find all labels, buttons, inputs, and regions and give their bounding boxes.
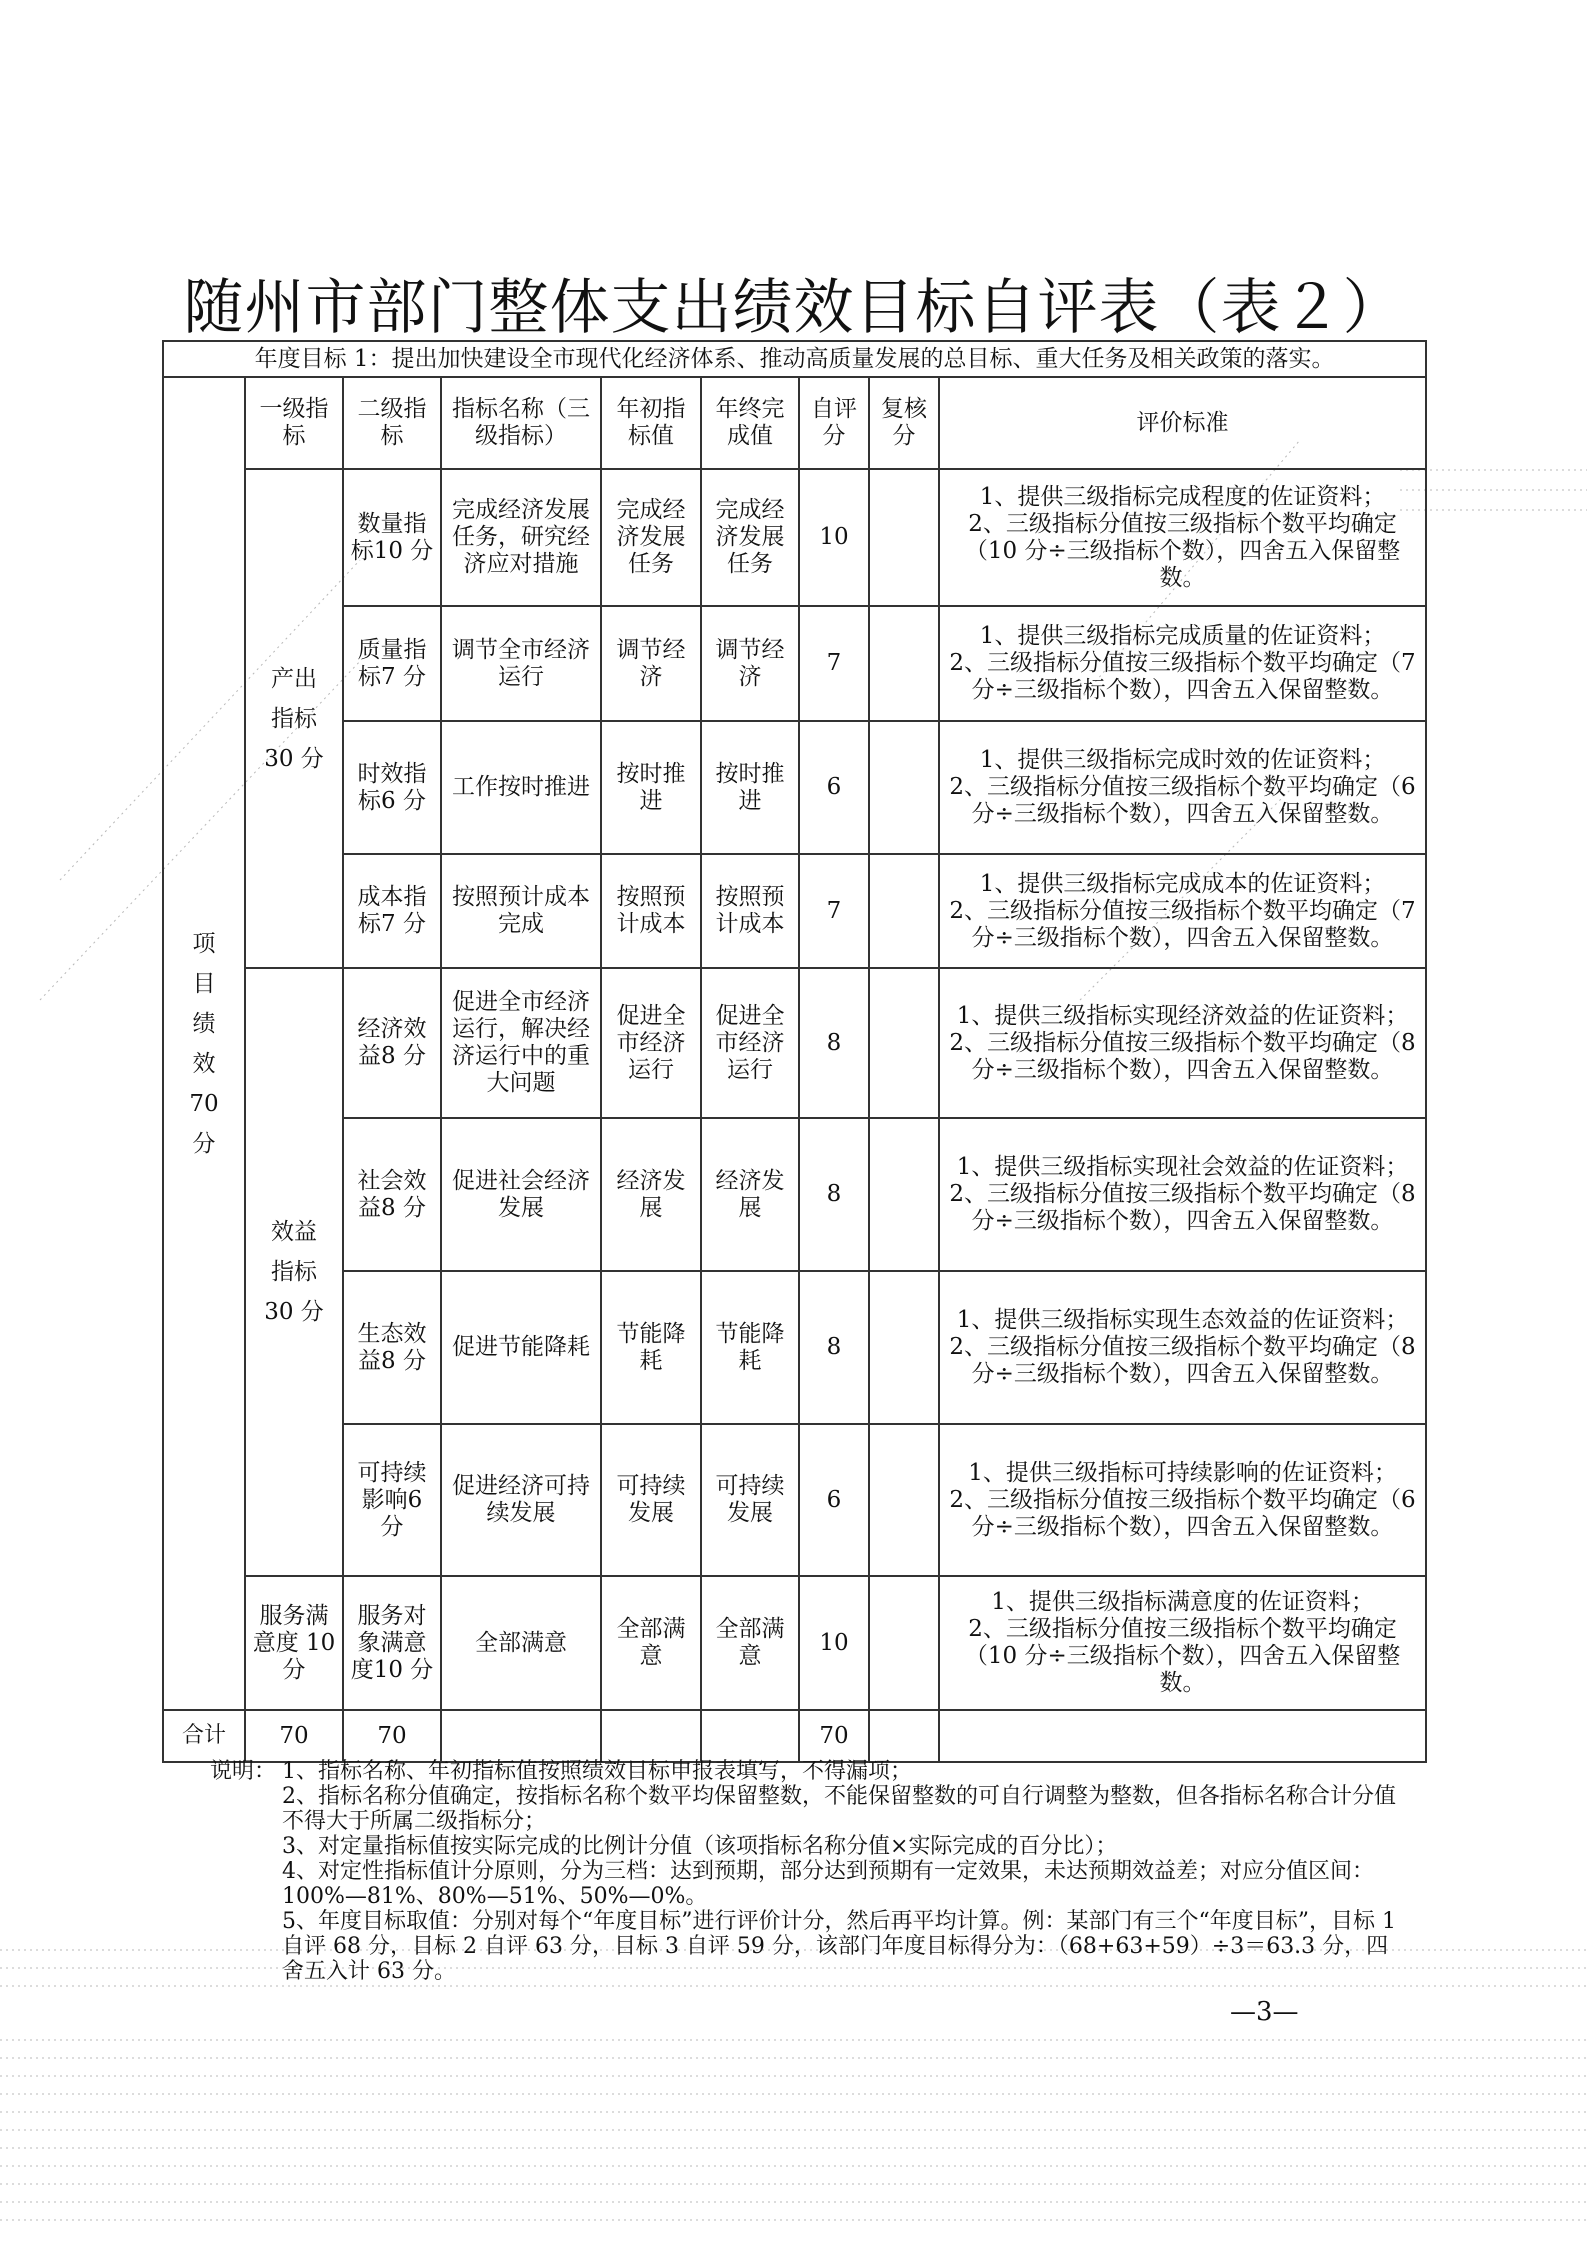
cell-level2: 社会效益8 分 bbox=[343, 1118, 441, 1271]
cell-start: 完成经济发展任务 bbox=[601, 469, 701, 606]
cell-start: 按时推进 bbox=[601, 721, 701, 854]
group-output: 产出 指标 30 分 bbox=[245, 469, 343, 968]
cell-criteria: 1、提供三级指标实现经济效益的佐证资料； 2、三级指标分值按三级指标个数平均确定（8 分÷三级指标个数），四舍五入保留整数。 bbox=[939, 968, 1426, 1118]
cell-review bbox=[869, 606, 939, 721]
cell-level2: 时效指标6 分 bbox=[343, 721, 441, 854]
notes-label: 说明： bbox=[210, 1759, 277, 1784]
cell-level2: 服务对象满意度10 分 bbox=[343, 1576, 441, 1710]
table-row bbox=[163, 1424, 1426, 1576]
cell-review bbox=[869, 469, 939, 606]
cell-level1: 服务满意度 10 分 bbox=[245, 1576, 343, 1710]
cell-review bbox=[869, 854, 939, 968]
cell-name: 按照预计成本完成 bbox=[441, 854, 601, 968]
table-row bbox=[163, 1576, 1426, 1710]
cell-review bbox=[869, 1576, 939, 1710]
cell-level2: 可持续影响6 分 bbox=[343, 1424, 441, 1576]
cell-name: 促进全市经济运行，解决经济运行中的重大问题 bbox=[441, 968, 601, 1118]
cell-criteria: 1、提供三级指标满意度的佐证资料； 2、三级指标分值按三级指标个数平均确定（10 分÷三级指标个数），四舍五入保留整数。 bbox=[939, 1576, 1426, 1710]
header-self: 自评分 bbox=[799, 377, 869, 469]
group-benefit: 效益 指标 30 分 bbox=[245, 968, 343, 1576]
cell-start: 节能降耗 bbox=[601, 1271, 701, 1424]
cell-level2: 生态效益8 分 bbox=[343, 1271, 441, 1424]
cell-score: 7 bbox=[799, 854, 869, 968]
cell-start: 按照预计成本 bbox=[601, 854, 701, 968]
cell-name: 全部满意 bbox=[441, 1576, 601, 1710]
cell-criteria: 1、提供三级指标完成质量的佐证资料； 2、三级指标分值按三级指标个数平均确定（7 分÷三级指标个数），四舍五入保留整数。 bbox=[939, 606, 1426, 721]
table-row bbox=[163, 968, 1426, 1118]
table-header-row bbox=[163, 377, 1426, 469]
total-level2: 70 bbox=[343, 1710, 441, 1762]
cell-score: 10 bbox=[799, 1576, 869, 1710]
cell-criteria: 1、提供三级指标完成时效的佐证资料； 2、三级指标分值按三级指标个数平均确定（6 分÷三级指标个数），四舍五入保留整数。 bbox=[939, 721, 1426, 854]
header-end: 年终完成值 bbox=[701, 377, 799, 469]
cell-end: 按时推进 bbox=[701, 721, 799, 854]
cell-start: 调节经济 bbox=[601, 606, 701, 721]
table-row bbox=[163, 854, 1426, 968]
note-item: 4、对定性指标值计分原则，分为三档：达到预期，部分达到预期有一定效果，未达预期效益差；对应分值区间：100%—81%、80%—51%、50%—0%。 bbox=[282, 1859, 1375, 1909]
cell-name: 工作按时推进 bbox=[441, 721, 601, 854]
notes-section bbox=[210, 1759, 1400, 1984]
total-level1: 70 bbox=[245, 1710, 343, 1762]
table-row bbox=[163, 606, 1426, 721]
cell-end: 全部满意 bbox=[701, 1576, 799, 1710]
cell-name: 完成经济发展任务，研究经济应对措施 bbox=[441, 469, 601, 606]
cell-end: 促进全市经济运行 bbox=[701, 968, 799, 1118]
header-start: 年初指标值 bbox=[601, 377, 701, 469]
table-row bbox=[163, 721, 1426, 854]
table-row bbox=[163, 1118, 1426, 1271]
cell-level2: 成本指标7 分 bbox=[343, 854, 441, 968]
cell-score: 8 bbox=[799, 968, 869, 1118]
cell-score: 7 bbox=[799, 606, 869, 721]
annual-goal: 年度目标 1：提出加快建设全市现代化经济体系、推动高质量发展的总目标、重大任务及相关政策的落实。 bbox=[163, 341, 1426, 377]
cell-review bbox=[869, 1424, 939, 1576]
cell-score: 10 bbox=[799, 469, 869, 606]
cell-end: 可持续发展 bbox=[701, 1424, 799, 1576]
cell-start: 全部满意 bbox=[601, 1576, 701, 1710]
page-title: 随州市部门整体支出绩效目标自评表（表２） bbox=[183, 273, 1404, 343]
cell-name: 促进社会经济发展 bbox=[441, 1118, 601, 1271]
cell-criteria: 1、提供三级指标完成程度的佐证资料； 2、三级指标分值按三级指标个数平均确定（10 分÷三级指标个数），四舍五入保留整数。 bbox=[939, 469, 1426, 606]
header-level2: 二级指标 bbox=[343, 377, 441, 469]
cell-end: 节能降耗 bbox=[701, 1271, 799, 1424]
cell-review bbox=[869, 968, 939, 1118]
header-criteria: 评价标准 bbox=[939, 377, 1426, 469]
cell-review bbox=[869, 1118, 939, 1271]
cell-criteria: 1、提供三级指标实现生态效益的佐证资料； 2、三级指标分值按三级指标个数平均确定（8 分÷三级指标个数），四舍五入保留整数。 bbox=[939, 1271, 1426, 1424]
cell-end: 完成经济发展任务 bbox=[701, 469, 799, 606]
header-review: 复核分 bbox=[869, 377, 939, 469]
cell-criteria: 1、提供三级指标可持续影响的佐证资料； 2、三级指标分值按三级指标个数平均确定（6 分÷三级指标个数），四舍五入保留整数。 bbox=[939, 1424, 1426, 1576]
cell-end: 经济发展 bbox=[701, 1118, 799, 1271]
cell-review bbox=[869, 1271, 939, 1424]
note-item: 2、指标名称分值确定，按指标名称个数平均保留整数，不能保留整数的可自行调整为整数，但各指标名称合计分值不得大于所属二级指标分； bbox=[282, 1784, 1397, 1834]
cell-end: 按照预计成本 bbox=[701, 854, 799, 968]
header-level1: 一级指标 bbox=[245, 377, 343, 469]
cell-review bbox=[869, 721, 939, 854]
cell-start: 可持续发展 bbox=[601, 1424, 701, 1576]
cell-score: 8 bbox=[799, 1118, 869, 1271]
cell-criteria: 1、提供三级指标完成成本的佐证资料； 2、三级指标分值按三级指标个数平均确定（7 分÷三级指标个数），四舍五入保留整数。 bbox=[939, 854, 1426, 968]
evaluation-table bbox=[162, 340, 1427, 1763]
cell-level2: 经济效益8 分 bbox=[343, 968, 441, 1118]
page-number: —3— bbox=[1230, 1997, 1299, 2027]
project-performance-label: 项 目 绩 效 70 分 bbox=[163, 377, 245, 1710]
note-item: 5、年度目标取值：分别对每个“年度目标”进行评价计分，然后再平均计算。例：某部门有三个“年度目标”，目标 1 自评 68 分，目标 2 自评 63 分，目标 3 自评 59 分，该部门年度目标得分为：（68+63+59）÷3＝63.3 分，四舍五入计 63 分。 bbox=[282, 1909, 1396, 1984]
cell-start: 经济发展 bbox=[601, 1118, 701, 1271]
table-row bbox=[163, 469, 1426, 606]
total-score: 70 bbox=[799, 1710, 869, 1762]
cell-end: 调节经济 bbox=[701, 606, 799, 721]
cell-score: 6 bbox=[799, 721, 869, 854]
cell-start: 促进全市经济运行 bbox=[601, 968, 701, 1118]
cell-name: 调节全市经济运行 bbox=[441, 606, 601, 721]
note-item: 1、指标名称、年初指标值按照绩效目标申报表填写，不得漏项； bbox=[282, 1759, 912, 1784]
table-row bbox=[163, 1271, 1426, 1424]
cell-score: 8 bbox=[799, 1271, 869, 1424]
total-row bbox=[163, 1710, 1426, 1762]
header-name: 指标名称（三级指标） bbox=[441, 377, 601, 469]
cell-name: 促进节能降耗 bbox=[441, 1271, 601, 1424]
cell-criteria: 1、提供三级指标实现社会效益的佐证资料； 2、三级指标分值按三级指标个数平均确定（8 分÷三级指标个数），四舍五入保留整数。 bbox=[939, 1118, 1426, 1271]
cell-score: 6 bbox=[799, 1424, 869, 1576]
note-item: 3、对定量指标值按实际完成的比例计分值（该项指标名称分值×实际完成的百分比）； bbox=[282, 1834, 1118, 1859]
cell-name: 促进经济可持续发展 bbox=[441, 1424, 601, 1576]
cell-level2: 质量指标7 分 bbox=[343, 606, 441, 721]
cell-level2: 数量指标10 分 bbox=[343, 469, 441, 606]
total-label: 合计 bbox=[163, 1710, 245, 1762]
